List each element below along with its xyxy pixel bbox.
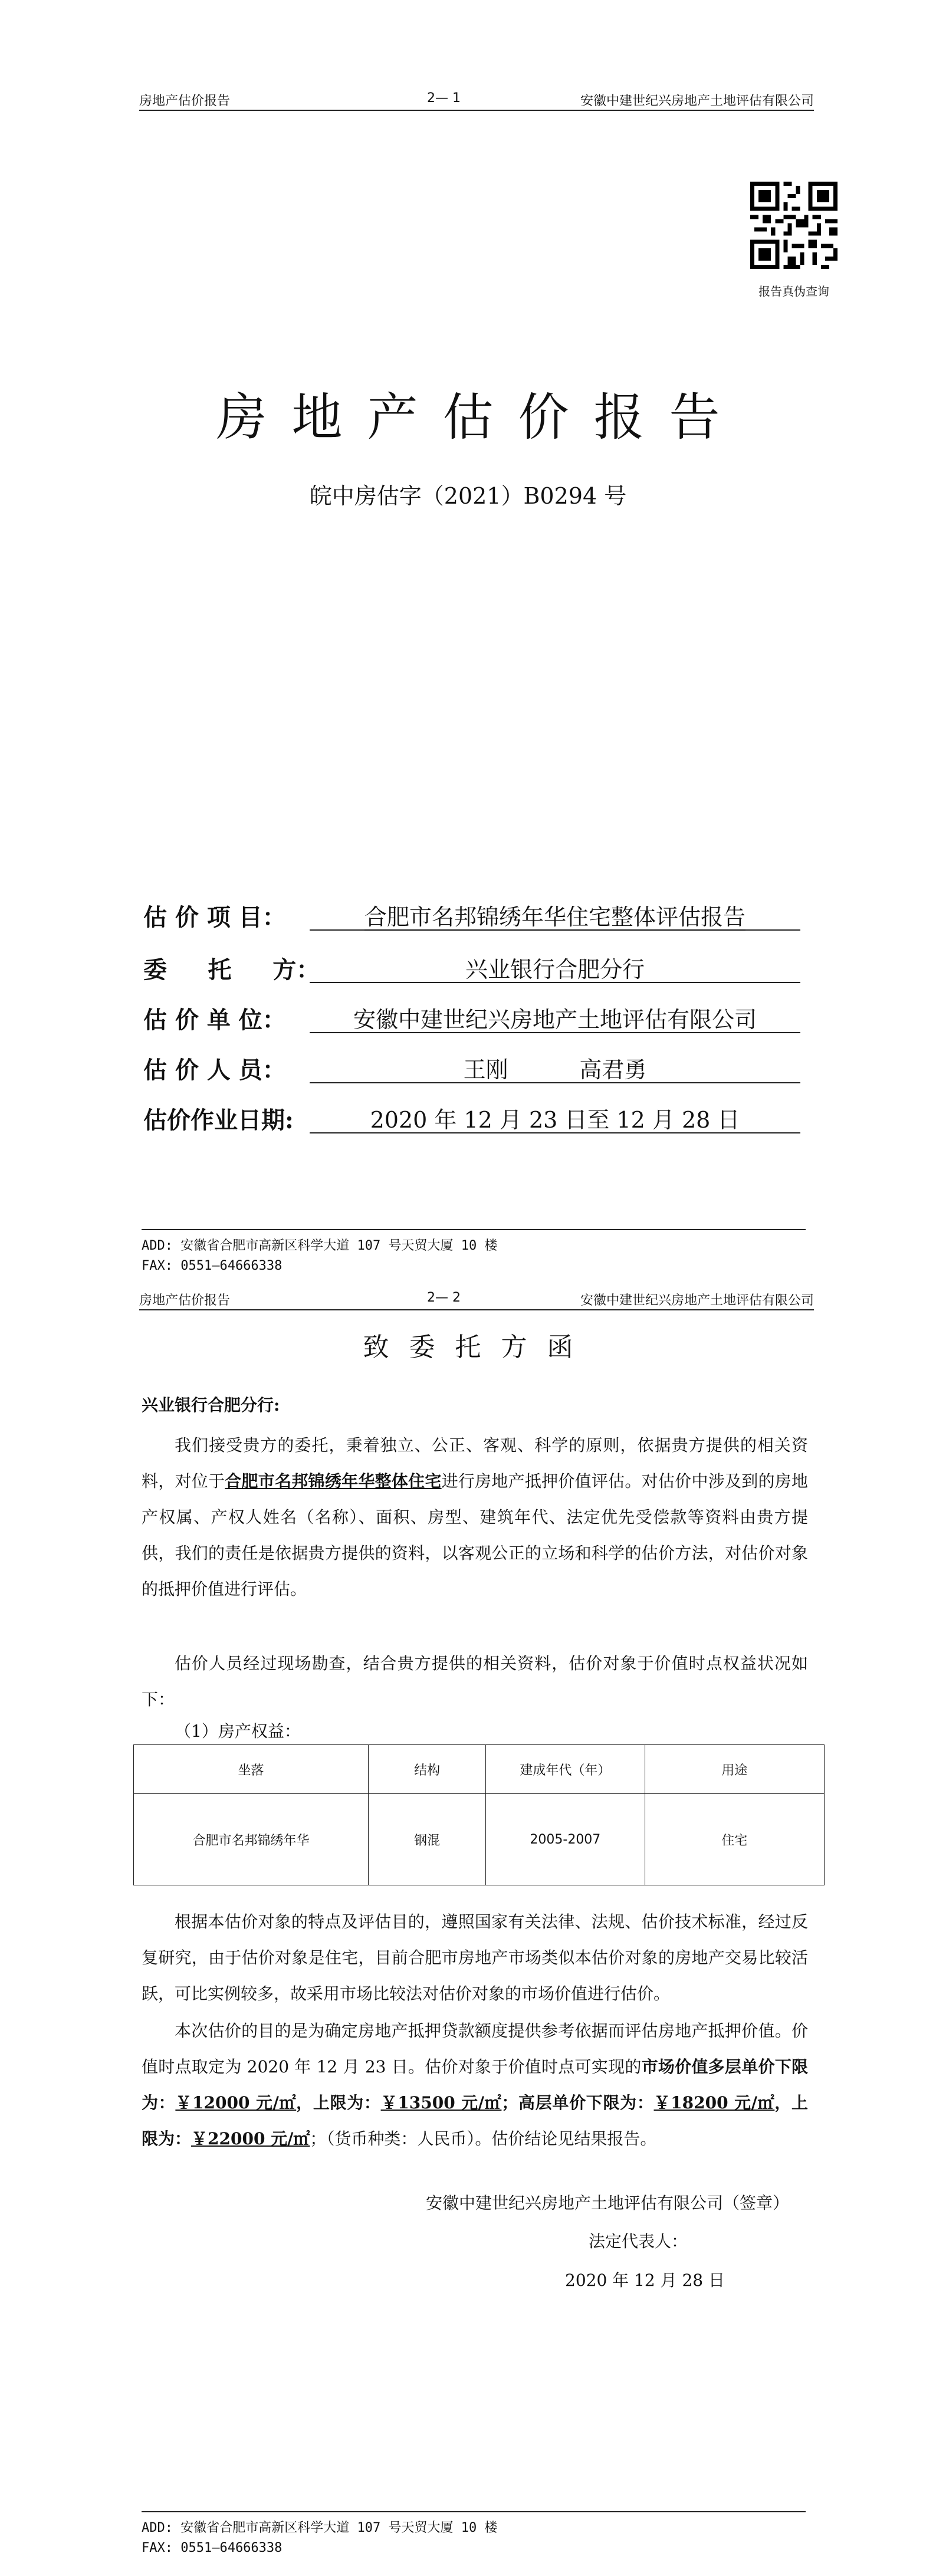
project-label: 估 价 项 目： (143, 903, 286, 931)
page-footer (142, 1236, 497, 1276)
client-value: 兴业银行合肥分行 (310, 951, 800, 983)
appraiser-label: 估 价 人 员： (143, 1056, 286, 1084)
p1-text-c: 进行房地产抵押价值评估。对估价中涉及到的房地产权属、产权人姓名（名称）、面积、房型、建筑年代、法定优先受偿款等资料由贵方提供，我们的责任是依据贵方提供的资料，以客观公正的立场和科学的估价方法，对估价对象的抵押价值进行评估。 (142, 1471, 808, 1599)
footer-fax: FAX: 0551—64666338 (142, 2541, 283, 2555)
signature-representative: 法定代表人： (589, 2232, 688, 2251)
p1-text-a: 我们接受贵方的委托，秉着独立、公正、客观、科学的原则，依据贵方提供的相关资料，对位于 (142, 1435, 808, 1491)
letter-salutation: 兴业银行合肥分行: (142, 1395, 280, 1415)
page-header (139, 1288, 814, 1310)
high-rise-min-price: ￥18200 元/㎡ (653, 2093, 775, 2112)
letter-title: 致委托方函 (363, 1332, 593, 1362)
project-value: 合肥市名邦锦绣年华住宅整体评估报告 (310, 899, 800, 931)
p5-text-j: ；（货币种类：人民币）。估价结论见结果报告。 (310, 2129, 657, 2148)
page-footer (142, 2518, 497, 2558)
signature-company: 安徽中建世纪兴房地产土地评估有限公司（签章） (426, 2193, 790, 2213)
multi-storey-max-price: ￥13500 元/㎡ (380, 2093, 502, 2112)
rights-subheading: （1）房产权益： (175, 1721, 301, 1741)
letter-paragraph-1 (142, 1427, 808, 1607)
footer-address: ADD: 安徽省合肥市高新区科学大道 107 号天贸大厦 10 楼 (142, 2521, 498, 2535)
upper-label-1: ，上限为： (296, 2093, 381, 2112)
date-value: 2020 年 12 月 23 日至 12 月 28 日 (310, 1102, 800, 1133)
upper-label-2: ，上限为： (142, 2093, 808, 2148)
cell-build-year: 2005-2007 (486, 1794, 645, 1885)
letter-paragraph-2: 估价人员经过现场勘查，结合贵方提供的相关资料，估价对象于价值时点权益状况如下： (142, 1654, 808, 1709)
th-structure: 结构 (369, 1745, 486, 1794)
p5-text-a: 本次估价的目的是为确定房地产抵押贷款额度提供参考依据而评估房地产抵押价值。价值时点取定为 2020 年 12 月 23 日。估价对象于价值时点可实现的 (142, 2021, 808, 2076)
header-report-type: 房地产估价报告 (139, 94, 231, 109)
footer-divider (142, 2511, 806, 2512)
header-company: 安徽中建世纪兴房地产土地评估有限公司 (580, 1293, 814, 1308)
cell-structure: 钢混 (369, 1794, 486, 1885)
date-label: 估价作业日期: (143, 1106, 294, 1134)
org-value: 安徽中建世纪兴房地产土地评估有限公司 (310, 1001, 800, 1033)
multi-storey-min-price: ￥12000 元/㎡ (175, 2093, 297, 2112)
th-build-year: 建成年代（年） (486, 1745, 645, 1794)
report-title: 房地产估价报告 (216, 388, 745, 447)
client-label: 委 托 方： (143, 956, 320, 984)
high-rise-max-price: ￥22000 元/㎡ (191, 2129, 310, 2148)
signature-date: 2020 年 12 月 28 日 (565, 2271, 725, 2290)
letter-paragraph-4 (142, 2013, 808, 2157)
header-page-number: 2— 1 (427, 91, 461, 106)
table-header-row (134, 1745, 825, 1794)
property-rights-table (133, 1744, 825, 1885)
header-page-number: 2— 2 (427, 1290, 461, 1305)
th-location: 坐落 (134, 1745, 369, 1794)
letter-paragraph-3: 根据本估价对象的特点及评估目的，遵照国家有关法律、法规、估价技术标准，经过反复研究，由于估价对象是住宅，目前合肥市房地产市场类似本估价对象的房地产交易比较活跃，可比实例较多，故采用市场比较法对估价对象的市场价值进行估价。 (142, 1912, 808, 2003)
org-label: 估 价 单 位： (143, 1006, 286, 1034)
footer-fax: FAX: 0551—64666338 (142, 1259, 283, 1273)
footer-divider (142, 1229, 806, 1230)
cell-usage: 住宅 (645, 1794, 824, 1885)
table-row (134, 1794, 825, 1885)
appraiser-value: 王刚 高君勇 (310, 1052, 800, 1083)
header-report-type: 房地产估价报告 (139, 1293, 231, 1308)
document-number: 皖中房估字（2021）B0294 号 (309, 483, 627, 509)
qr-code-icon (750, 182, 838, 269)
qr-caption: 报告真伪查询 (758, 284, 829, 298)
th-usage: 用途 (645, 1745, 824, 1794)
property-name: 合肥市名邦锦绣年华整体住宅 (225, 1471, 442, 1491)
cell-location: 合肥市名邦锦绣年华 (134, 1794, 369, 1885)
page-header (139, 88, 814, 111)
high-rise-label: ；高层单价下限为： (501, 2093, 654, 2112)
footer-address: ADD: 安徽省合肥市高新区科学大道 107 号天贸大厦 10 楼 (142, 1238, 498, 1253)
header-company: 安徽中建世纪兴房地产土地评估有限公司 (580, 94, 814, 109)
market-value-label: 市场价值多层单价下限为： (142, 2057, 808, 2112)
